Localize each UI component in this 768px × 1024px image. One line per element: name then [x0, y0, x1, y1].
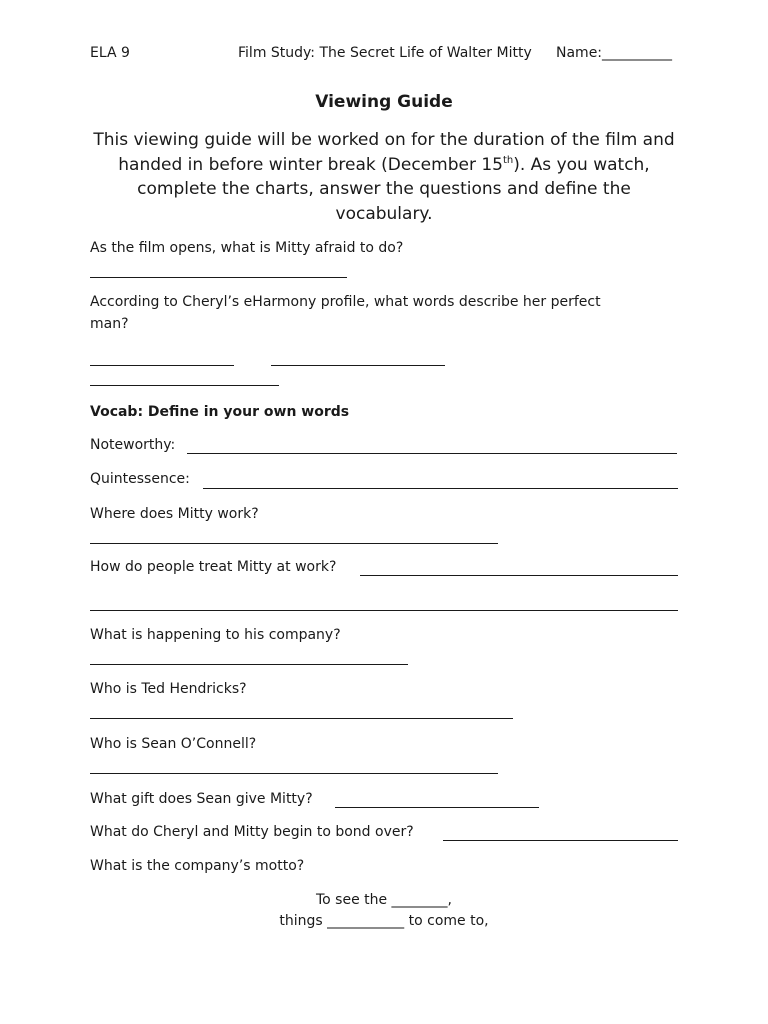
- answer-line[interactable]: [90, 664, 408, 665]
- page-title: Viewing Guide: [315, 92, 453, 112]
- answer-line[interactable]: [271, 365, 445, 366]
- question-treat: How do people treat Mitty at work?: [90, 559, 337, 575]
- question-company: What is happening to his company?: [90, 627, 341, 643]
- answer-line[interactable]: [90, 610, 678, 611]
- question-work: Where does Mitty work?: [90, 506, 259, 522]
- course-label: ELA 9: [90, 45, 130, 61]
- intro-paragraph: This viewing guide will be worked on for the duration of the film and handed in before winter break (December 15th). As you watch, complete the charts, answer the questions and define the vocabulary.: [93, 130, 675, 224]
- answer-line[interactable]: [187, 453, 677, 454]
- question-gift: What gift does Sean give Mitty?: [90, 791, 313, 807]
- answer-line[interactable]: [90, 773, 498, 774]
- answer-line[interactable]: [90, 385, 279, 386]
- name-field[interactable]: Name:__________: [556, 45, 673, 61]
- question-eharmony-line1: According to Cheryl’s eHarmony profile, what words describe her perfect: [90, 294, 601, 310]
- vocab-quintessence-label: Quintessence:: [90, 471, 190, 487]
- motto-line-1: To see the ________,: [315, 892, 453, 908]
- answer-line[interactable]: [443, 840, 678, 841]
- motto-line-2: things ___________ to come to,: [279, 913, 489, 929]
- question-afraid: As the film opens, what is Mitty afraid to do?: [90, 240, 404, 256]
- film-title: Film Study: The Secret Life of Walter Mitty: [238, 45, 532, 61]
- answer-line[interactable]: [203, 488, 678, 489]
- vocab-noteworthy-label: Noteworthy:: [90, 437, 176, 453]
- question-eharmony-line2: man?: [90, 316, 129, 332]
- answer-line[interactable]: [90, 277, 347, 278]
- answer-line[interactable]: [335, 807, 539, 808]
- answer-line[interactable]: [360, 575, 678, 576]
- answer-line[interactable]: [90, 718, 513, 719]
- question-motto: What is the company’s motto?: [90, 858, 305, 874]
- question-ted: Who is Ted Hendricks?: [90, 681, 247, 697]
- answer-line[interactable]: [90, 365, 234, 366]
- question-sean: Who is Sean O’Connell?: [90, 736, 257, 752]
- vocab-heading: Vocab: Define in your own words: [90, 404, 350, 420]
- answer-line[interactable]: [90, 543, 498, 544]
- question-bond: What do Cheryl and Mitty begin to bond over?: [90, 824, 414, 840]
